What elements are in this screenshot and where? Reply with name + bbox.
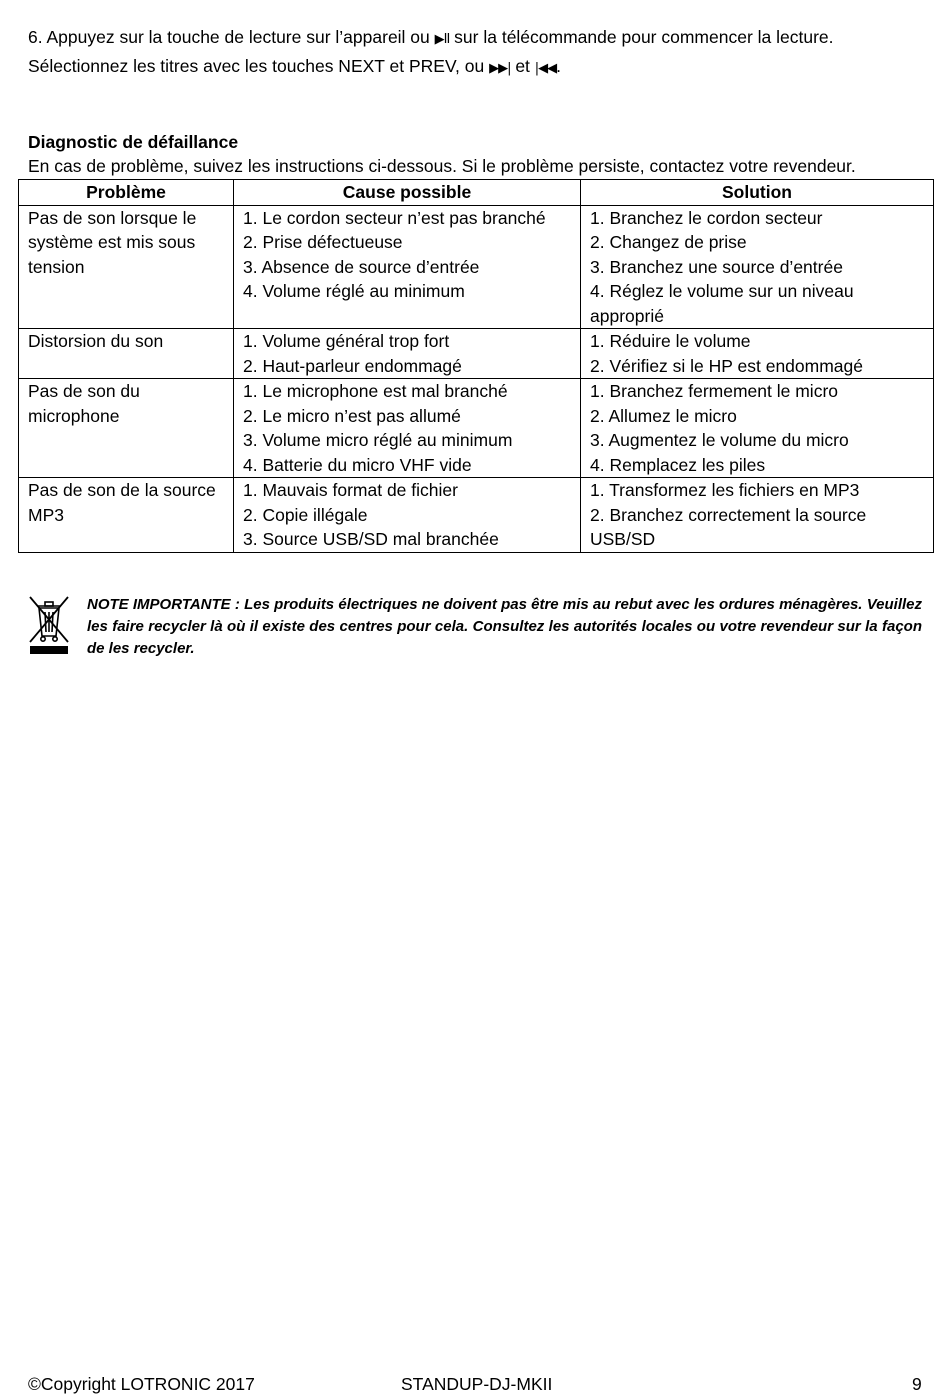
cause-item: 4. Batterie du micro VHF vide [243, 454, 472, 475]
solution-item: 4. Remplacez les piles [590, 454, 766, 475]
table-row [19, 379, 934, 478]
step-6-line2-text-c: . [556, 56, 562, 76]
footer-model: STANDUP-DJ-MKII [401, 1374, 553, 1394]
cause-item: 2. Haut-parleur endommagé [243, 355, 462, 376]
solution-cell [581, 379, 934, 478]
previous-track-icon: |◀◀ [534, 61, 557, 76]
solution-item: 1. Transformez les fichiers en MP3 [590, 480, 860, 500]
solution-item: 2. Changez de prise [590, 232, 747, 252]
cause-cell [234, 478, 581, 553]
troubleshooting-table [18, 179, 934, 553]
problem-cell: Pas de son de la source MP3 [19, 478, 234, 553]
cause-item: 1. Volume général trop fort [243, 331, 450, 351]
cause-cell [234, 379, 581, 478]
weee-crossed-bin-icon [27, 594, 71, 656]
cause-item: 1. Mauvais format de fichier [243, 480, 458, 500]
cause-item: 2. Le micro n’est pas allumé [243, 405, 461, 426]
cause-item: 2. Prise défectueuse [243, 232, 403, 252]
solution-item: approprié [590, 305, 664, 326]
solution-item: USB/SD [590, 529, 656, 549]
step-6-line2-text-b: et [510, 56, 535, 76]
header-problem: Problème [19, 180, 234, 206]
step-6-text-b: sur la télécommande pour commencer la lecture. [449, 27, 834, 47]
solution-cell [581, 205, 934, 329]
solution-item: 3. Augmentez le volume du micro [590, 430, 849, 450]
play-pause-icon: ▶II [434, 32, 450, 47]
cause-cell [234, 205, 581, 329]
step-6-line-2 [28, 52, 928, 83]
solution-item: 1. Branchez le cordon secteur [590, 207, 823, 228]
problem-cell: Pas de son du microphone [19, 379, 234, 478]
header-cause: Cause possible [234, 180, 581, 206]
cause-item: 3. Volume micro réglé au minimum [243, 430, 513, 450]
problem-cell: Distorsion du son [19, 329, 234, 379]
solution-item: 2. Allumez le micro [590, 405, 737, 426]
step-6-text-a: 6. Appuyez sur la touche de lecture sur l’appareil ou [28, 27, 435, 47]
cause-item: 1. Le microphone est mal branché [243, 381, 508, 401]
cause-item: 2. Copie illégale [243, 504, 368, 525]
cause-item: 1. Le cordon secteur n’est pas branché [243, 207, 546, 228]
table-header-row [19, 180, 934, 206]
solution-item: 1. Branchez fermement le micro [590, 381, 839, 401]
cause-cell [234, 329, 581, 379]
solution-item: 4. Réglez le volume sur un niveau [590, 281, 854, 301]
table-row [19, 478, 934, 553]
solution-item: 2. Vérifiez si le HP est endommagé [590, 355, 864, 376]
solution-item: 2. Branchez correctement la source [590, 504, 867, 525]
solution-item: 3. Branchez une source d’entrée [590, 256, 843, 277]
next-track-icon: ▶▶| [489, 61, 511, 76]
solution-cell [581, 329, 934, 379]
step-6-line2-text-a: Sélectionnez les titres avec les touches NEXT et PREV, ou [28, 56, 490, 76]
diagnostic-intro: En cas de problème, suivez les instructions ci-dessous. Si le problème persiste, contactez votre revendeur. [28, 156, 856, 176]
footer-page-number: 9 [912, 1374, 922, 1394]
step-6-line-1 [28, 23, 928, 54]
header-solution: Solution [581, 180, 934, 206]
solution-item: 1. Réduire le volume [590, 331, 751, 351]
problem-cell: Pas de son lorsque le système est mis sous tension [19, 205, 234, 329]
diagnostic-title: Diagnostic de défaillance [28, 132, 239, 152]
cause-item: 4. Volume réglé au minimum [243, 281, 465, 301]
cause-item: 3. Absence de source d’entrée [243, 256, 480, 277]
table-row [19, 329, 934, 379]
solution-cell [581, 478, 934, 553]
footer-copyright: ©Copyright LOTRONIC 2017 [28, 1374, 255, 1394]
important-note: NOTE IMPORTANTE : Les produits électriques ne doivent pas être mis au rebut avec les ordures ménagères. Veuillez les faire recycler là où il existe des centres pour cela. Consultez les autorités locales ou votre revendeur sur la façon de les recycler. [87, 596, 922, 657]
table-row [19, 205, 934, 329]
cause-item: 3. Source USB/SD mal branchée [243, 529, 499, 549]
